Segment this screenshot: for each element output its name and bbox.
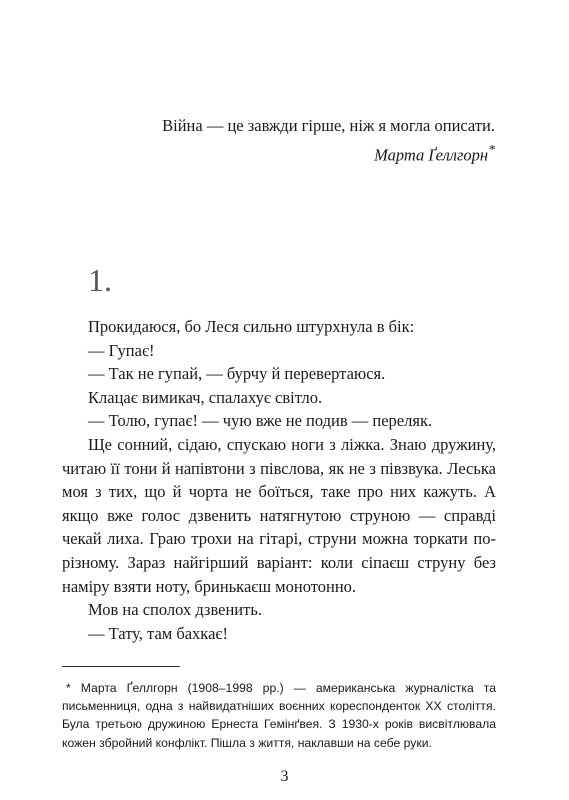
epigraph [60, 114, 495, 168]
chapter-body [62, 315, 496, 645]
paragraph: — Так не гупай, — бурчу й перевертаюся. [88, 364, 386, 384]
epigraph-author-line [60, 138, 495, 168]
page-number: 3 [280, 768, 289, 785]
paragraph: — Толю, гупає! — чую вже не подив — переляк. [88, 411, 433, 431]
paragraph: Прокидаюся, бо Леся сильно штурхнула в бік: [88, 317, 415, 336]
paragraph: — Гупає! [88, 340, 155, 360]
paragraph: Ще сонний, сідаю, спускаю ноги з ліжка. Знаю дружину, читаю її тони й напівтони з півслова, як не з півзвука. Леська моя з тих, що й чорта не боїться, таке про них кажуть. А якщо вже голос дзвенить натягнутою струною — справді чекай лиха. Граю трохи на гітарі, струни можна торкати по-різному. Зараз найгірший варіант: коли сіпаєш струну без наміру взяти ноту, бринькаєш монотонно. [62, 434, 496, 596]
epigraph-quote: Війна — це завжди гірше, ніж я могла описати. [162, 116, 495, 135]
epigraph-author: Марта Ґеллгорн [374, 145, 489, 165]
chapter-number: 1. [88, 262, 112, 298]
paragraph: Клацає вимикач, спалахує світло. [88, 387, 323, 407]
footnote-divider [62, 666, 180, 667]
paragraph: — Тату, там бахкає! [88, 623, 228, 643]
paragraph: Мов на сполох дзвенить. [88, 600, 262, 620]
footnote: * Марта Ґеллгорн (1908–1998 рр.) — американська журналістка та письменниця, одна з найвидатніших воєнних кореспонденток XX століття. Була третьою дружиною Ернеста Гемінґвея. З 1930-х років висвітлювала кожен збройний конфлікт. Пішла з життя, наклавши на себе руки. [62, 681, 496, 750]
footnote-marker: * [488, 142, 495, 157]
